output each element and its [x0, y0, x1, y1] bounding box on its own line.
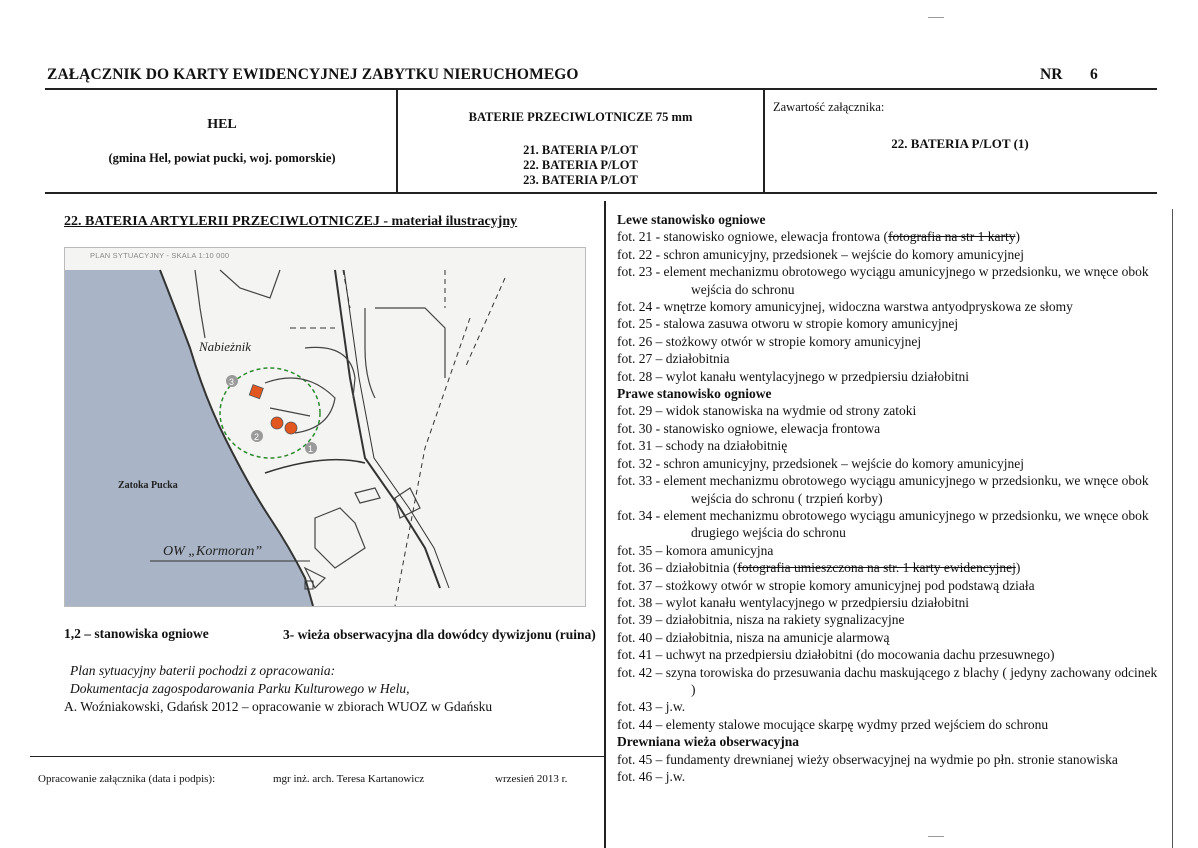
document-title: ZAŁĄCZNIK DO KARTY EWIDENCYJNEJ ZABYTKU NIERUCHOMEGO [47, 66, 579, 83]
photo-item: fot. 37 – stożkowy otwór w stropie komory amunicyjnej pod podstawą działa [617, 577, 1035, 593]
photo-item: fot. 43 – j.w. [617, 699, 686, 715]
photo-item: fot. 22 - schron amunicyjny, przedsionek – wejście do komory amunicyjnej [617, 246, 1025, 262]
content-value: 22. BATERIA P/LOT (1) [891, 136, 1029, 151]
photo-item: fot. 41 – uchwyt na przedpiersiu działobitni (do mocowania dachu przesuwnego) [617, 647, 1055, 663]
nr-label: NR [1040, 66, 1063, 83]
photo-item: fot. 26 – stożkowy otwór w stropie komory amunicyjnej [617, 333, 922, 349]
photo-item: fot. 32 - schron amunicyjny, przedsionek – wejście do komory amunicyjnej [617, 455, 1025, 471]
group-title: BATERIE PRZECIWLOTNICZE 75 mm [468, 110, 693, 124]
content-label: Zawartość załącznika: [773, 100, 885, 114]
section-title: 22. BATERIA ARTYLERII PRZECIWLOTNICZEJ - materiał ilustracyjny [64, 214, 518, 229]
header-top-rule [45, 88, 1157, 90]
group-item: 23. BATERIA P/LOT [523, 173, 638, 187]
zatoka-label: Zatoka Pucka [118, 480, 178, 491]
photo-item: fot. 27 – działobitnia [617, 351, 730, 367]
section-heading: Lewe stanowisko ogniowe [617, 212, 766, 227]
photo-text: ) [1015, 560, 1021, 576]
source-line: A. Woźniakowski, Gdańsk 2012 – opracowanie w zbiorach WUOZ w Gdańsku [64, 699, 493, 714]
photo-item: fot. 39 – działobitnia, nisza na rakiety sygnalizacyjne [617, 612, 905, 628]
marker-label: 1 [308, 444, 314, 454]
group-item: 22. BATERIA P/LOT [523, 158, 638, 172]
group-item: 21. BATERIA P/LOT [523, 143, 638, 157]
photo-item: fot. 40 – działobitnia, nisza na amunicje alarmową [617, 629, 890, 645]
photo-item [617, 559, 1162, 576]
photo-text: fot. 21 - stanowisko ogniowe, elewacja frontowa ( [617, 229, 889, 245]
photo-item: fot. 23 - element mechanizmu obrotowego wyciągu amunicyjnego w przedsionku, we wnęce obok wejścia do schronu [617, 264, 1149, 297]
photo-item: fot. 46 – j.w. [617, 769, 686, 784]
place-name: HEL [207, 117, 237, 132]
footer-date: wrzesień 2013 r. [495, 773, 568, 785]
header-bottom-rule [45, 192, 1157, 194]
photo-text: ) [1015, 229, 1021, 245]
source-note [64, 662, 493, 716]
footer-rule [30, 756, 605, 757]
marker-label: 2 [254, 432, 260, 442]
footer-author: mgr inż. arch. Teresa Kartanowicz [273, 773, 425, 785]
place-subtitle: (gmina Hel, powiat pucki, woj. pomorskie) [108, 151, 336, 165]
photo-item: fot. 28 – wylot kanału wentylacyjnego w przedpiersiu działobitni [617, 368, 970, 384]
right-border [1172, 209, 1173, 848]
photo-item [617, 228, 1162, 245]
group-items [398, 143, 763, 188]
photo-item: fot. 24 - wnętrze komory amunicyjnej, widoczna warstwa antyodpryskowa ze słomy [617, 299, 1073, 315]
nr-value: 6 [1090, 66, 1098, 83]
source-line: Plan sytuacyjny baterii pochodzi z opracowania: [70, 663, 336, 678]
section-heading: Drewniana wieża obserwacyjna [617, 734, 799, 750]
site-plan-drawing [65, 248, 585, 606]
photo-item: fot. 25 - stalowa zasuwa otworu w stropie komory amunicyjnej [617, 316, 959, 332]
photo-item: fot. 42 – szyna torowiska do przesuwania dachu maskującego z blachy ( jedyny zachowany odcinek ) [617, 664, 1158, 697]
marker-label: 3 [229, 377, 235, 387]
nabieznik-label: Nabieżnik [199, 339, 251, 354]
photo-item: fot. 34 - element mechanizmu obrotowego wyciągu amunicyjnego w przedsionku, we wnęce obok drugiego wejścia do schronu [617, 507, 1149, 541]
struck-text: fotografia umieszczona na str. 1 karty ewidencyjnej [737, 560, 1016, 576]
photo-item: fot. 33 - element mechanizmu obrotowego wyciągu amunicyjnego w przedsionku, we wnęce obok wejścia do schronu ( trzpień korby) [617, 473, 1149, 506]
photo-list [617, 211, 1162, 785]
gun-position-marker [285, 422, 297, 434]
ow-label: OW „Kormoran” [163, 544, 263, 559]
site-plan-map [64, 247, 586, 607]
scan-mark [928, 836, 944, 837]
photo-item: fot. 29 – widok stanowiska na wydmie od strony zatoki [617, 403, 917, 419]
photo-item: fot. 45 – fundamenty drewnianej wieży obserwacyjnej na wydmie po płn. stronie stanowiska [617, 751, 1118, 767]
source-line: Dokumentacja zagospodarowania Parku Kulturowego w Helu, [70, 681, 410, 696]
section-heading: Prawe stanowisko ogniowe [617, 386, 772, 402]
photo-item: fot. 30 - stanowisko ogniowe, elewacja frontowa [617, 420, 881, 436]
photo-item: fot. 31 – schody na działobitnię [617, 438, 788, 454]
body-divider [604, 201, 606, 848]
legend-positions: 1,2 – stanowiska ogniowe [64, 626, 209, 641]
footer-label: Opracowanie załącznika (data i podpis): [38, 773, 216, 785]
photo-item: fot. 35 – komora amunicyjna [617, 542, 774, 558]
photo-item: fot. 38 – wylot kanału wentylacyjnego w przedpiersiu działobitni [617, 594, 970, 610]
scan-mark [928, 17, 944, 18]
struck-text: fotografia na str 1 karty [888, 229, 1016, 245]
photo-item: fot. 44 – elementy stalowe mocujące skarpę wydmy przed wejściem do schronu [617, 716, 1049, 732]
gun-position-marker [271, 417, 283, 429]
map-caption: PLAN SYTUACYJNY - SKALA 1:10 000 [90, 251, 230, 260]
legend-tower: 3- wieża obserwacyjna dla dowódcy dywizjonu (ruina) [283, 627, 596, 642]
photo-text: fot. 36 – działobitnia ( [617, 560, 738, 576]
